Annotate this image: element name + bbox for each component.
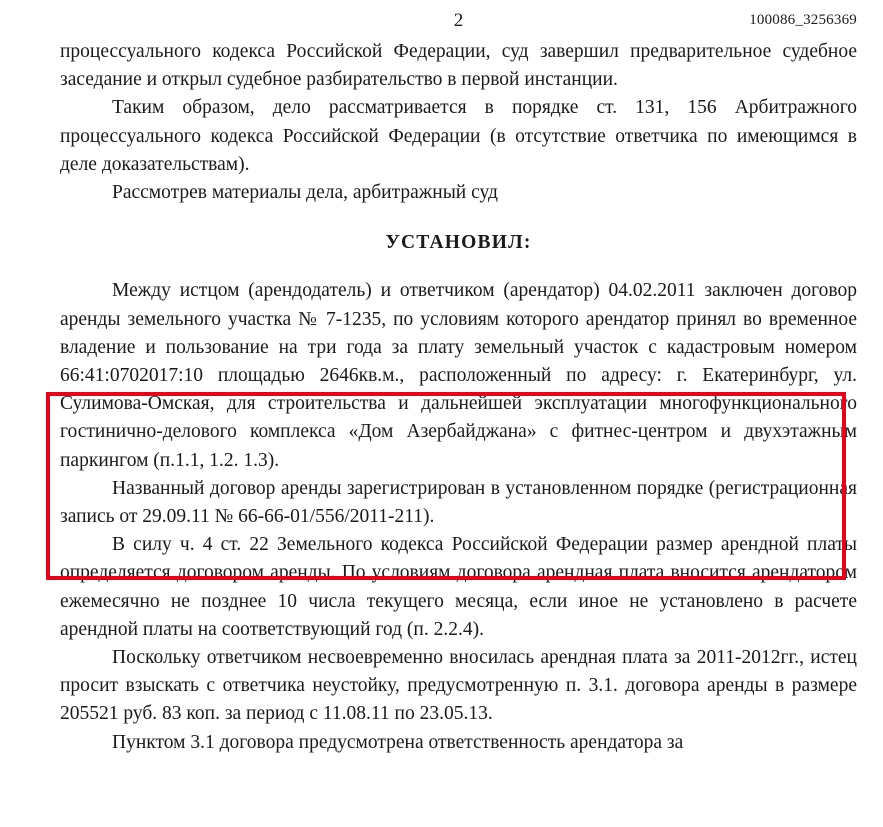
document-id: 100086_3256369 <box>749 12 857 28</box>
page-number: 2 <box>453 10 464 31</box>
section-heading: УСТАНОВИЛ: <box>385 232 532 254</box>
document-body <box>60 38 857 757</box>
paragraph-4: Между истцом (арендодатель) и ответчиком (арендатор) 04.02.2011 заключен договор аренды земельного участка № 7-1235, по условиям которого арендатор принял во временное владение и пользование на три года за плату земельный участок с кадастровым номером 66:41:0702017:10 площадью 2646кв.м., расположенный по адресу: г. Екатеринбург, ул. Сулимова-Омская, для строительства и дальнейшей эксплуатации многофункционального гостинично-делового комплекса «Дом Азербайджана» с фитнес-центром и двухэтажным паркингом (п.1.1, 1.2. 1.3). <box>60 280 857 471</box>
paragraph-5: Названный договор аренды зарегистрирован в установленном порядке (регистрационная запись от 29.09.11 № 66-66-01/556/2011-211). <box>60 477 857 528</box>
paragraph-2: Таким образом, дело рассматривается в порядке ст. 131, 156 Арбитражного процессуального кодекса Российской Федерации (в отсутствие ответчика по имеющимся в деле доказательствам). <box>60 97 857 175</box>
paragraph-3: Рассмотрев материалы дела, арбитражный суд <box>112 182 498 204</box>
paragraph-8: Пунктом 3.1 договора предусмотрена ответственность арендатора за <box>112 731 684 753</box>
page-header <box>60 8 857 38</box>
paragraph-1: процессуального кодекса Российской Федерации, суд завершил предварительное судебное заседание и открыл судебное разбирательство в первой инстанции. <box>60 41 857 91</box>
paragraph-7: Поскольку ответчиком несвоевременно вносилась арендная плата за 2011-2012гг., истец просит взыскать с ответчика неустойку, предусмотренную п. 3.1. договора аренды в размере 205521 руб. 83 коп. за период с 11.08.11 по 23.05.13. <box>60 647 857 725</box>
paragraph-6: В силу ч. 4 ст. 22 Земельного кодекса Российской Федерации размер арендной платы определяется договором аренды. По условиям договора арендная плата вносится арендатором ежемесячно не позднее 10 числа текущего месяца, если иное не установлено в расчете арендной платы на соответствующий год (п. 2.2.4). <box>60 534 857 640</box>
